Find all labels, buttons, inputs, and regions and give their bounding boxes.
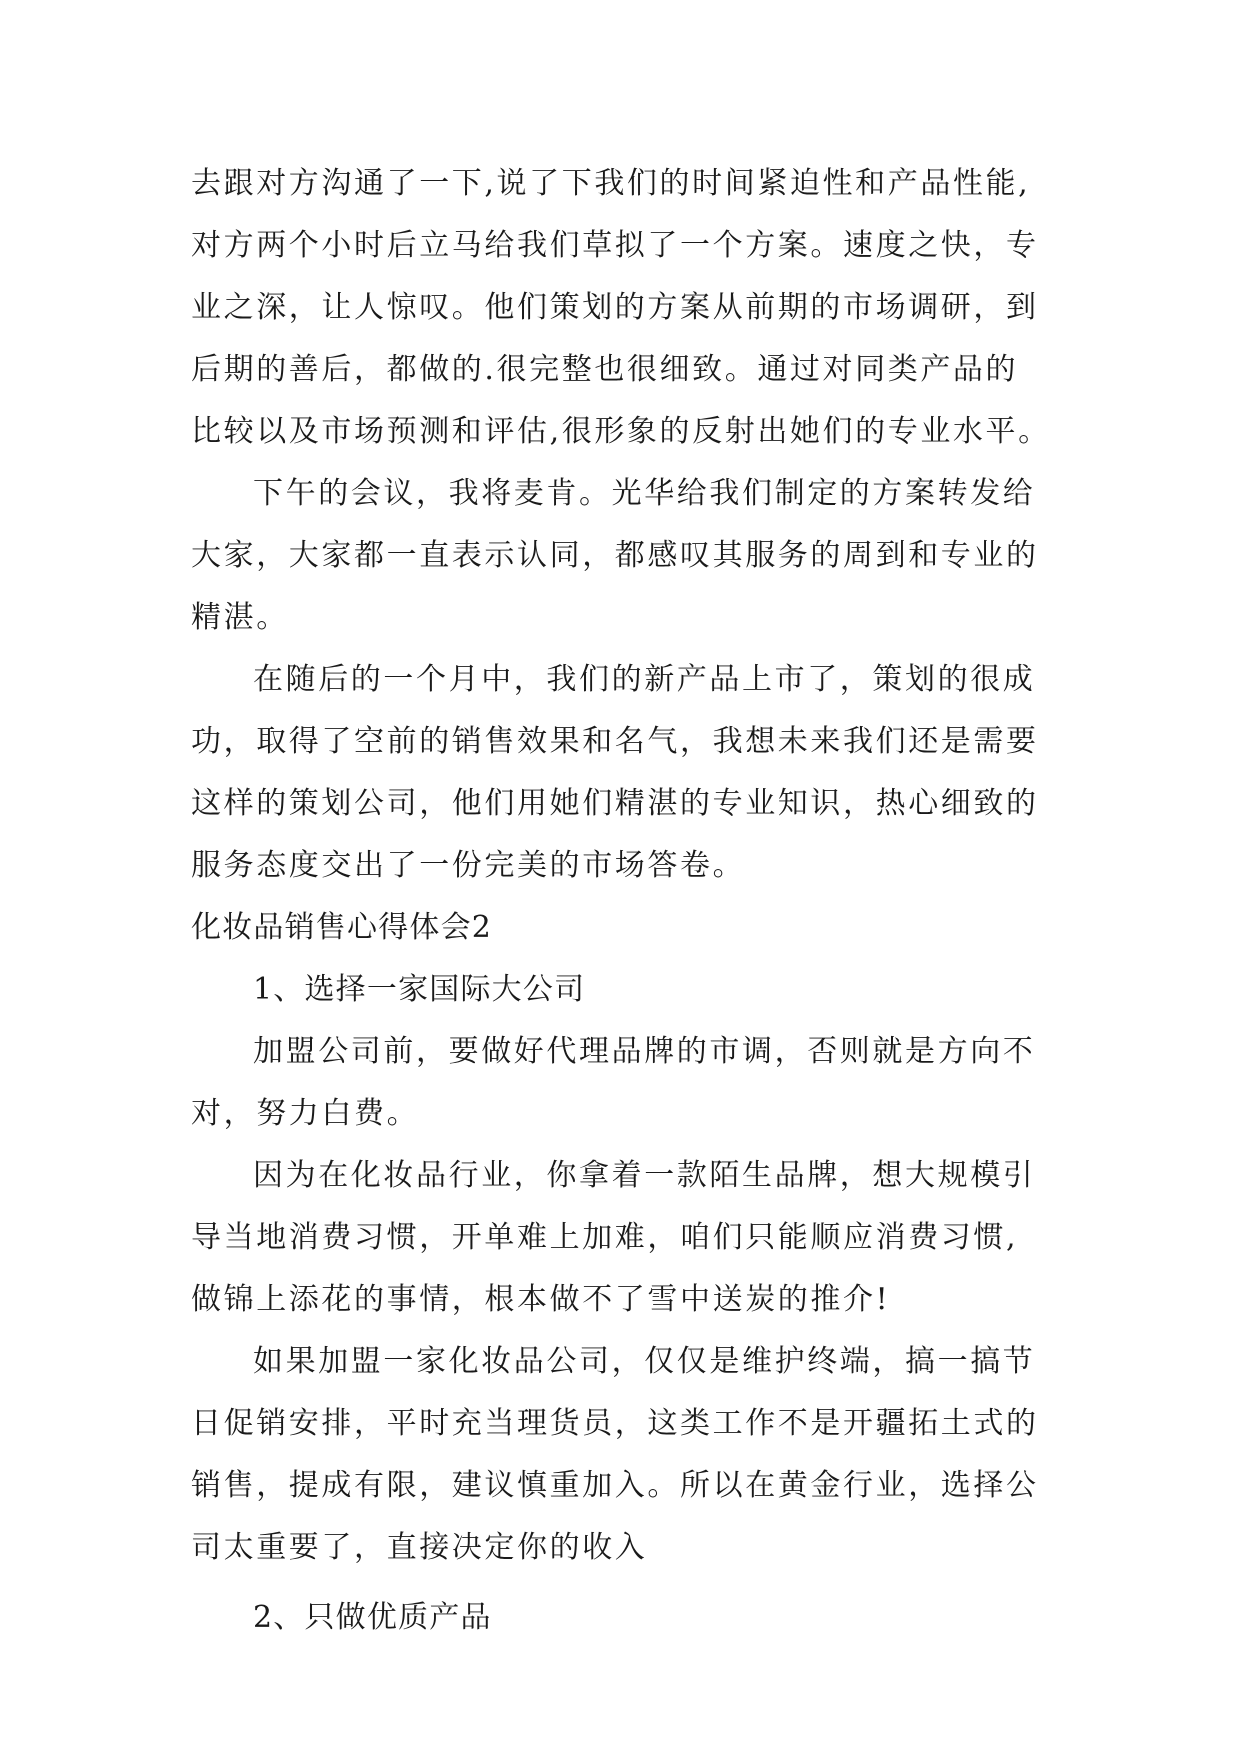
text-line: 对方两个小时后立马给我们草拟了一个方案。速度之快，专 <box>191 228 1039 263</box>
text-line: 司太重要了，直接决定你的收入 <box>191 1530 648 1565</box>
subheading: 1、选择一家国际大公司 <box>253 972 586 1007</box>
subheading: 2、只做优质产品 <box>253 1600 492 1635</box>
text-line: 服务态度交出了一份完美的市场答卷。 <box>191 848 746 883</box>
text-line: 精湛。 <box>191 600 289 635</box>
text-line: 去跟对方沟通了一下,说了下我们的时间紧迫性和产品性能, <box>191 166 1031 201</box>
text-line: 日促销安排，平时充当理货员，这类工作不是开疆拓土式的 <box>191 1406 1039 1441</box>
text-line: 下午的会议，我将麦肯。光华给我们制定的方案转发给 <box>253 476 1036 511</box>
text-line: 比较以及市场预测和评估,很形象的反射出她们的专业水平。 <box>191 414 1051 449</box>
text-line: 导当地消费习惯，开单难上加难，咱们只能顺应消费习惯, <box>191 1220 1019 1255</box>
section-title: 化妆品销售心得体会2 <box>191 910 493 945</box>
text-line: 大家，大家都一直表示认同，都感叹其服务的周到和专业的 <box>191 538 1039 573</box>
text-line: 如果加盟一家化妆品公司，仅仅是维护终端，搞一搞节 <box>253 1344 1036 1379</box>
text-line: 销售，提成有限，建议慎重加入。所以在黄金行业，选择公 <box>191 1468 1039 1503</box>
text-line: 功，取得了空前的销售效果和名气，我想未来我们还是需要 <box>191 724 1039 759</box>
text-line: 做锦上添花的事情，根本做不了雪中送炭的推介! <box>191 1282 891 1317</box>
text-line: 加盟公司前，要做好代理品牌的市调，否则就是方向不 <box>253 1034 1036 1069</box>
text-line: 因为在化妆品行业，你拿着一款陌生品牌，想大规模引 <box>253 1158 1036 1193</box>
text-line: 业之深，让人惊叹。他们策划的方案从前期的市场调研，到 <box>191 290 1039 325</box>
text-line: 在随后的一个月中，我们的新产品上市了，策划的很成 <box>253 662 1036 697</box>
text-line: 对，努力白费。 <box>191 1096 420 1131</box>
text-line: 这样的策划公司，他们用她们精湛的专业知识，热心细致的 <box>191 786 1039 821</box>
text-line: 后期的善后，都做的.很完整也很细致。通过对同类产品的 <box>191 352 1019 387</box>
